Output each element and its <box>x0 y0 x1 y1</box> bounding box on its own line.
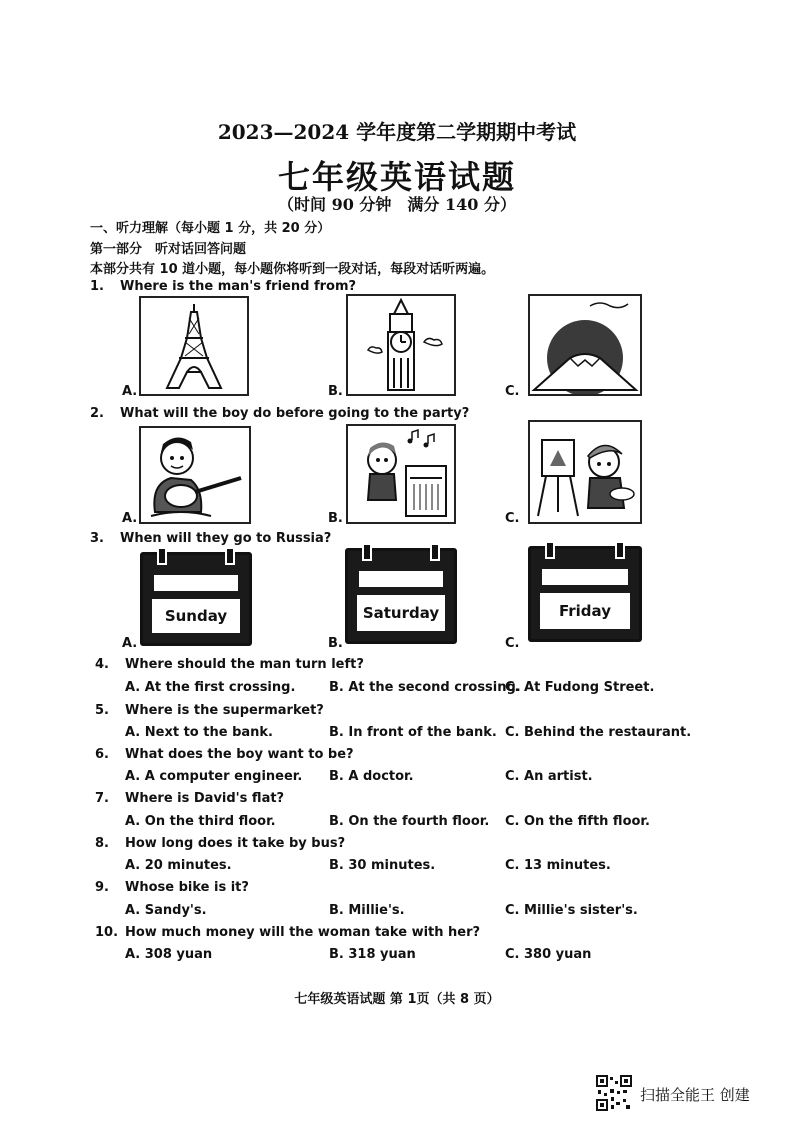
exam-title: 七年级英语试题 <box>277 158 516 196</box>
boy-playing-piano-icon <box>348 426 454 522</box>
calendar-day: Friday <box>540 593 630 629</box>
question-text: Where is David's flat? <box>125 791 285 806</box>
option-a: A. At the first crossing. <box>125 680 296 695</box>
option-a: A. 308 yuan <box>125 947 213 962</box>
option-a: A. Sandy's. <box>125 903 207 918</box>
option-a: A. On the third floor. <box>125 814 276 829</box>
big-ben-picture <box>346 294 456 396</box>
option-b: B. At the second crossing. <box>329 680 521 695</box>
option-label: B. <box>328 511 343 526</box>
calendar-ring-icon <box>615 541 625 559</box>
question-number: 7. <box>95 791 109 806</box>
question-text: How much money will the woman take with her? <box>125 925 481 940</box>
option-label: B. <box>328 384 343 399</box>
calendar-strip <box>542 569 628 585</box>
calendar-sunday <box>140 552 252 646</box>
section-heading: 一、听力理解（每小题 1 分，共 20 分） <box>90 221 331 236</box>
option-a: A. A computer engineer. <box>125 769 303 784</box>
option-label: A. <box>122 636 138 651</box>
option-b: B. On the fourth floor. <box>329 814 490 829</box>
question-text: How long does it take by bus? <box>125 836 346 851</box>
calendar-ring-icon <box>362 543 372 561</box>
painting-picture <box>528 420 642 524</box>
option-c: C. 380 yuan <box>505 947 592 962</box>
boy-painting-icon <box>530 422 640 522</box>
option-label: C. <box>505 511 520 526</box>
question-number: 9. <box>95 880 109 895</box>
page-footer: 七年级英语试题 第 1页（共 8 页） <box>294 992 500 1007</box>
option-label: C. <box>505 636 520 651</box>
question-text: When will they go to Russia? <box>120 531 332 546</box>
mount-fuji-icon <box>530 296 640 394</box>
section-part: 第一部分 听对话回答问题 <box>90 242 247 257</box>
option-c: C. At Fudong Street. <box>505 680 655 695</box>
option-label: A. <box>122 384 138 399</box>
question-text: Where should the man turn left? <box>125 657 364 672</box>
option-b: B. 318 yuan <box>329 947 416 962</box>
calendar-day: Sunday <box>152 599 240 633</box>
question-text: Whose bike is it? <box>125 880 249 895</box>
calendar-ring-icon <box>430 543 440 561</box>
question-number: 6. <box>95 747 109 762</box>
option-b: B. 30 minutes. <box>329 858 436 873</box>
question-number: 8. <box>95 836 109 851</box>
option-b: B. Millie's. <box>329 903 405 918</box>
piano-picture <box>346 424 456 524</box>
option-label: B. <box>328 636 343 651</box>
calendar-ring-icon <box>225 547 235 565</box>
calendar-friday <box>528 546 642 642</box>
question-text: What does the boy want to be? <box>125 747 354 762</box>
calendar-ring-icon <box>545 541 555 559</box>
question-text: What will the boy do before going to the party? <box>120 406 470 421</box>
option-c: C. Behind the restaurant. <box>505 725 692 740</box>
guitar-picture <box>139 426 251 524</box>
option-a: A. 20 minutes. <box>125 858 232 873</box>
mount-fuji-picture <box>528 294 642 396</box>
calendar-saturday <box>345 548 457 644</box>
question-number: 3. <box>90 531 104 546</box>
question-number: 2. <box>90 406 104 421</box>
big-ben-icon <box>348 296 454 394</box>
question-text: Where is the man's friend from? <box>120 279 357 294</box>
scanner-watermark-text: 扫描全能王 创建 <box>640 1086 750 1104</box>
eiffel-tower-icon <box>141 298 247 394</box>
option-label: A. <box>122 511 138 526</box>
option-c: C. On the fifth floor. <box>505 814 650 829</box>
calendar-ring-icon <box>157 547 167 565</box>
calendar-strip <box>359 571 443 587</box>
question-text: Where is the supermarket? <box>125 703 324 718</box>
question-number: 5. <box>95 703 109 718</box>
exam-info: （时间 90 分钟 满分 140 分） <box>278 195 516 214</box>
option-c: C. 13 minutes. <box>505 858 611 873</box>
section-instructions: 本部分共有 10 道小题，每小题你将听到一段对话，每段对话听两遍。 <box>90 262 495 277</box>
option-a: A. Next to the bank. <box>125 725 273 740</box>
question-number: 4. <box>95 657 109 672</box>
option-label: C. <box>505 384 520 399</box>
option-b: B. In front of the bank. <box>329 725 497 740</box>
exam-term: 2023—2024 学年度第二学期期中考试 <box>217 120 577 144</box>
boy-playing-guitar-icon <box>141 428 249 522</box>
option-c: C. An artist. <box>505 769 593 784</box>
qr-code-icon <box>596 1075 632 1111</box>
calendar-day: Saturday <box>357 595 445 631</box>
eiffel-tower-picture <box>139 296 249 396</box>
calendar-strip <box>154 575 238 591</box>
question-number: 1. <box>90 279 104 294</box>
question-number: 10. <box>95 925 119 940</box>
option-c: C. Millie's sister's. <box>505 903 638 918</box>
option-b: B. A doctor. <box>329 769 414 784</box>
